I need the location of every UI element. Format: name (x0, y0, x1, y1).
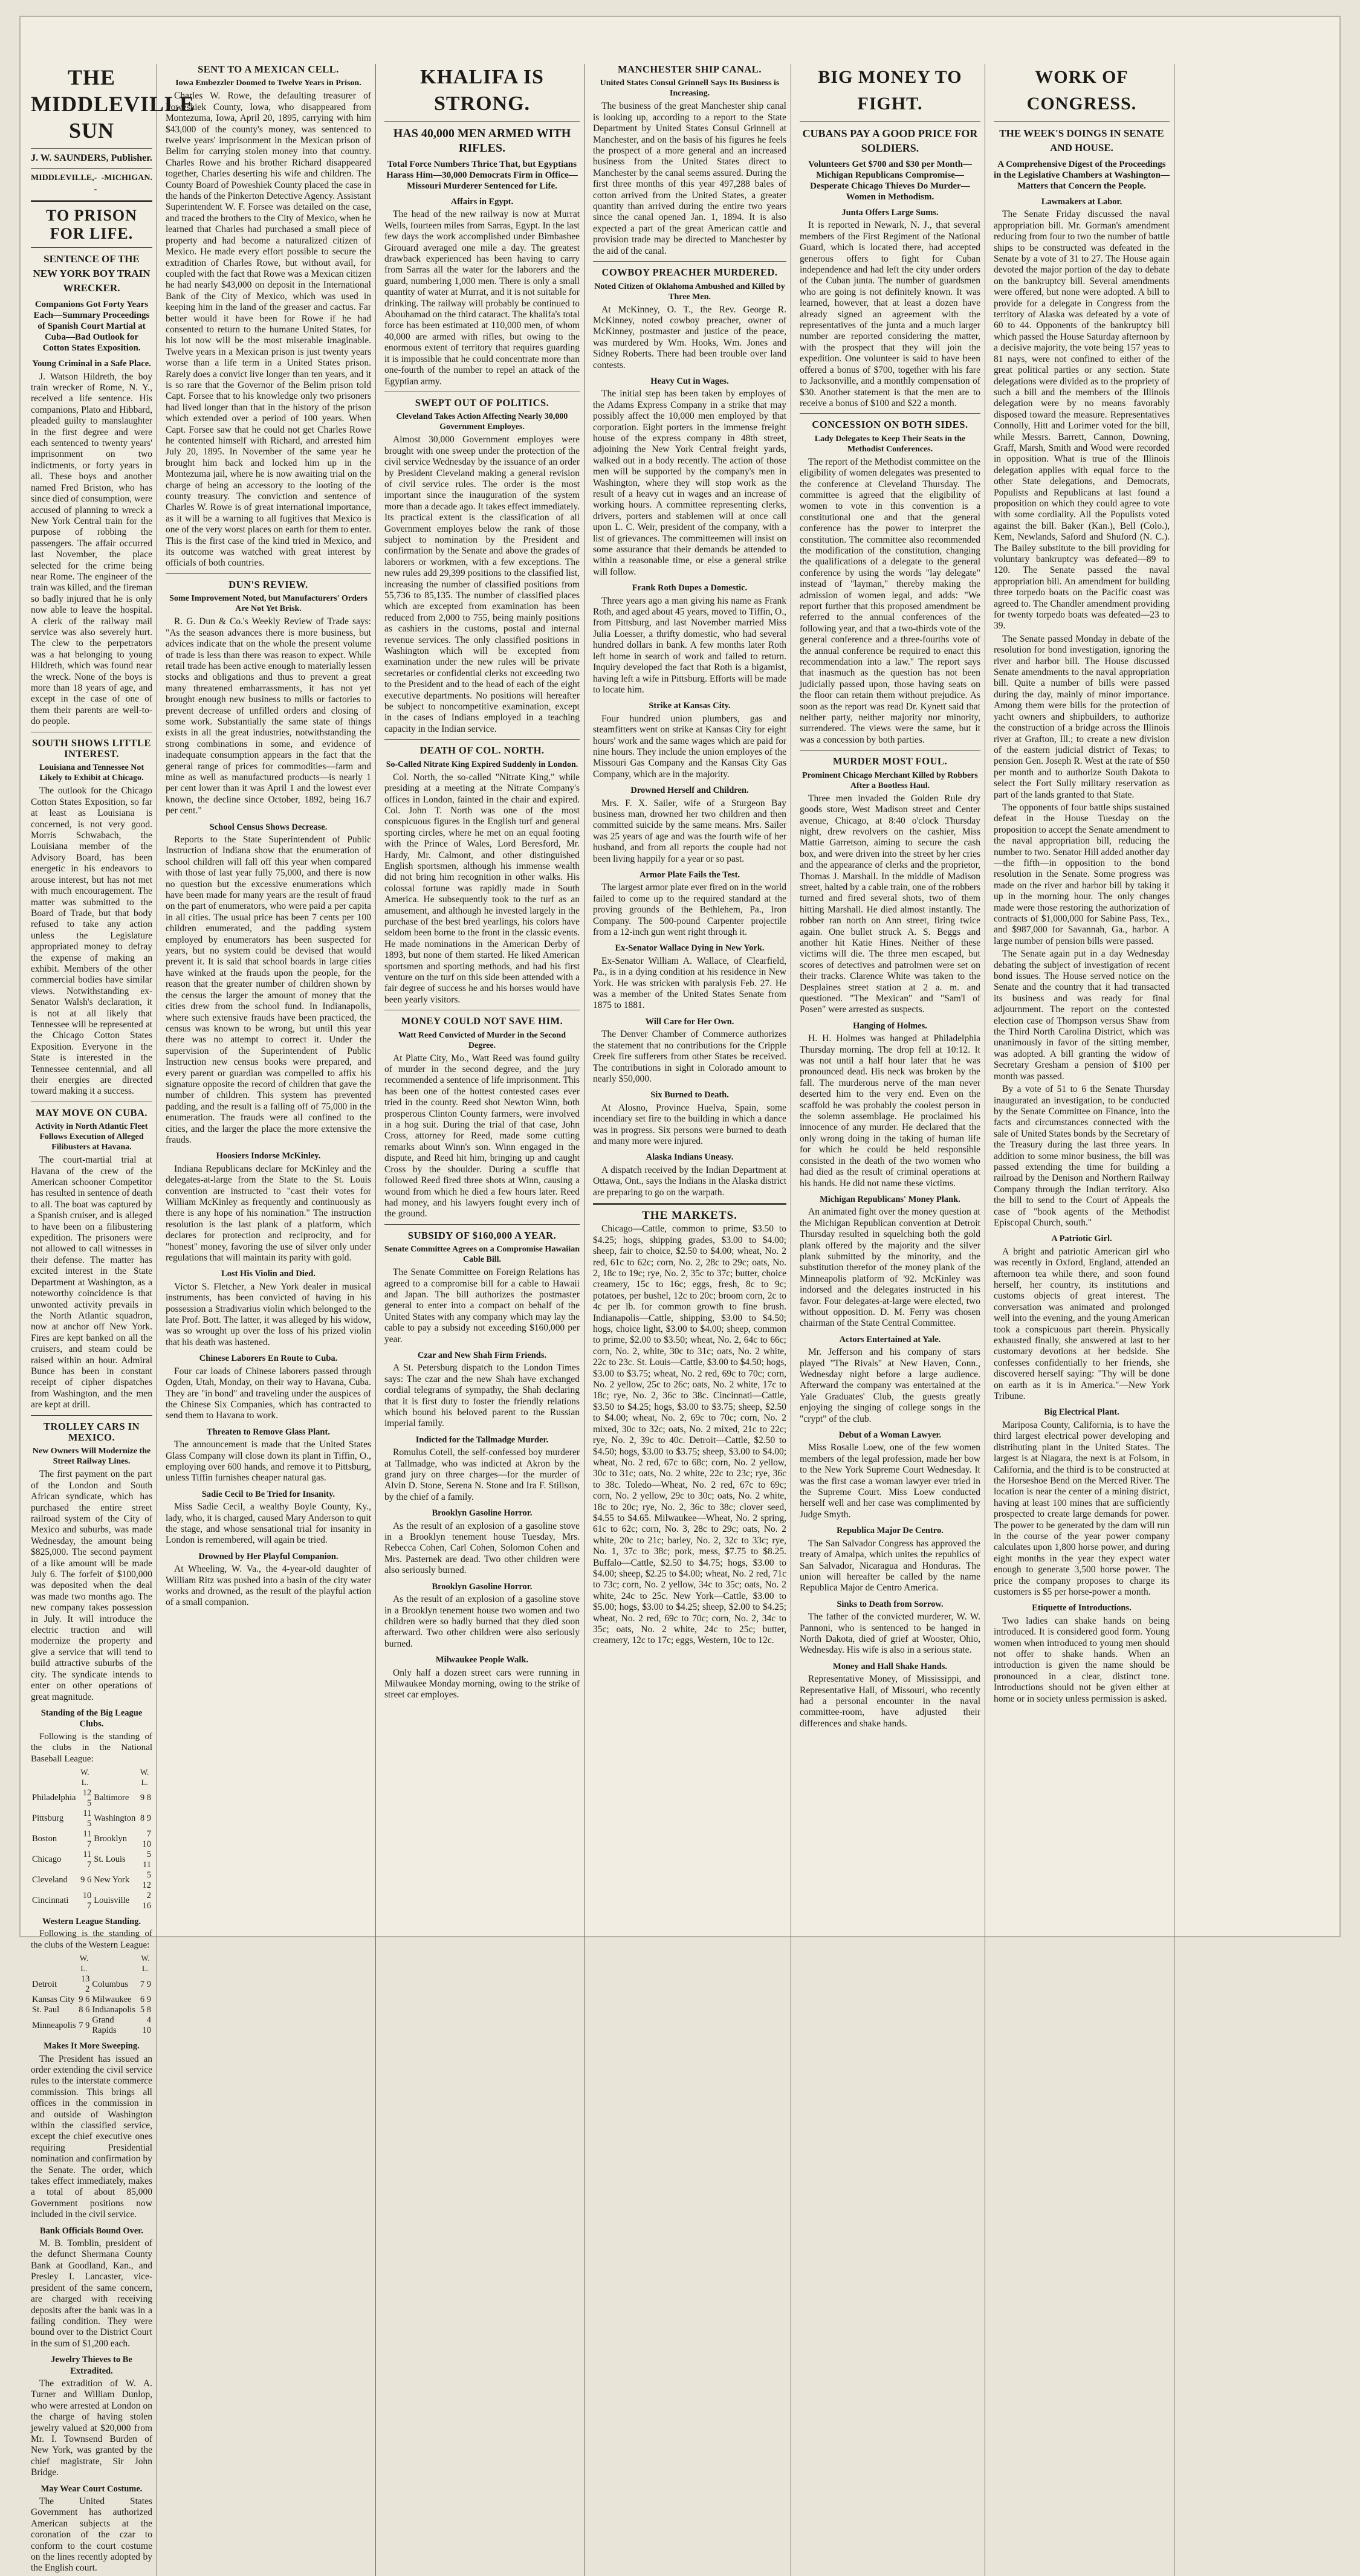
item-body: The initial step has been taken by employes of the Adams Express Company in a strike that may possibly affect the 10,000 men employed by that corporation. Eight porters in the immense freight house of the express company in 48th street, adjoining the New York Central freight yards, walked out in a body recently. The action of those men will be supported by the company's men in Washington, where they will stop work as the result of a heavy cut in wages and an increase of working hours. A committee representing clerks, drivers, porters and stablemen will at once call upon L. C. Weir, president of the company, with a list of grievances. The committeemen will insist on some assurance that their demands be attended to within a reasonable time, or else a general strike will follow. (593, 389, 786, 577)
item-body: The outlook for the Chicago Cotton States Exposition, so far at least as Louisiana is concerned, is not very good. Morris Schwabach, the Louisiana member of the Advisory Board, has been energetic in his endeavors to arouse interest, but has not met with much encouragement. The matter was submitted to the Board of Trade, but that body refused to take any action unless the Legislature appropriated money to defray the expense of making an exhibit. Members of the other commercial bodies have similar views. Notwithstanding ex-Senator Walsh's declaration, it is not at all likely that Tennessee will be represented at the Chicago Cotton States Exposition. Everyone in the State is interested in the Tennessee centennial, and all their energies are directed toward making it a success. (31, 786, 152, 1097)
item-body: At McKinney, O. T., the Rev. George R. McKinney, noted cowboy preacher, owner of McKinney, postmaster and justice of the peace, was murdered by Wm. Hooks, Wm. Jones and Sidney Roberts. There had been trouble over land contests. (593, 304, 786, 370)
section-heading: SENT TO A MEXICAN CELL. (198, 63, 339, 75)
team-name: Milwaukee (92, 1995, 132, 2005)
standings-row (31, 1870, 152, 1891)
item-heading: Hoosiers Indorse McKinley. (216, 1151, 321, 1161)
win-loss: 9 8 (140, 1793, 151, 1803)
divider (384, 1224, 580, 1225)
item-heading: Money and Hall Shake Hands. (833, 1661, 947, 1671)
standings-row (31, 2005, 152, 2015)
item-heading: Junta Offers Large Sums. (841, 208, 939, 218)
column-4 (589, 64, 791, 2576)
win-loss: 13 2 (80, 1974, 90, 1995)
item-heading: Jewelry Thieves to Be Extradited. (51, 2355, 132, 2376)
win-loss: 11 7 (83, 1829, 92, 1849)
item-body: At Wheeling, W. Va., the 4-year-old daughter of William Ritz was pushed into a basin of the city water works and drowned, as the result of the playful action of a small companion. (166, 1564, 371, 1608)
divider (384, 739, 580, 740)
section-heading: DUN'S REVIEW. (228, 578, 308, 590)
win-loss: 2 16 (142, 1890, 151, 1911)
section-heading: TROLLEY CARS IN MEXICO. (43, 1420, 140, 1443)
win-loss: 4 10 (142, 2015, 151, 2036)
standings-row (31, 1850, 152, 1870)
item-heading: Affairs in Egypt. (450, 197, 514, 207)
item-body: A St. Petersburg dispatch to the London Times says: The czar and the new Shah have exchanged cordial telegrams of sympathy, the Shah declaring that it is first duty to foster the friendly relations which bound his beloved parent to the Russian imperial family. (384, 1363, 580, 1429)
divider (384, 121, 580, 122)
item-heading: Armor Plate Fails the Test. (639, 870, 740, 880)
section-heading: CONCESSION ON BOTH SIDES. (812, 419, 968, 431)
section-heading: SWEPT OUT OF POLITICS. (415, 396, 549, 408)
item-body: Col. North, the so-called "Nitrate King," while presiding at a meeting at the Nitrate Company's offices in London, fainted in the chair and expired. Col. John T. North was one of the most conspicuous figures in the English turf and general sporting circles, where he met on an equal footing with the Prince of Wales, Lord Beresford, Mr. Hardy, Mr. Calmont, and other distinguished English sportsmen, although his immense wealth did not bring him recognition in other walks. His colossal fortune was rapidly made in South America. He subsequently took to the turf as an amusement, and although he invested largely in the purchase of the best bred yearlings, his colors have seldom been borne to the front in the classic events. He made nominations in the American Derby of 1893, but none of them started. He liked American sportsmen and sporting methods, and had his first venture on the turf on this side been attended with a fair degree of success he and his horses would have been yearly visitors. (384, 772, 580, 1005)
masthead-title: THE MIDDLEVILLE SUN (31, 65, 195, 143)
item-body: R. G. Dun & Co.'s Weekly Review of Trade says: "As the season advances there is more business, but advices indicate that on the whole the present volume of trade is less than there was reason to expect. While retail trade has been active enough to materially lessen stocks and obligations and thus to prevent a great many threatened embarrassments, it has not yet brought enough new business to mills or factories to prevent decrease of unfilled orders and closing of some work. Substantially the same state of things exists in all the great industries, notwithstanding the strong combinations in some, and evidence of inadequate consumption appears in the fact that the general range of prices for commodities—farm and mine as well as manufactured products—is nearly 1 per cent lower than it was April 1 and the lowest ever known, the decline since October, 1892, being 16.7 per cent." (166, 616, 371, 816)
item-body: Charles W. Rowe, the defaulting treasurer of Poweshiek County, Iowa, who disappeared from Montezuma, Iowa, April 20, 1895, carrying with him $43,000 of the county's money, was sentenced to twelve years' imprisonment in the Mexican prison of Belim for carrying stolen money into that country. Charles Rowe and his brother Richard disappeared together, Charles deserting his wife and children. The County Board of Poweshiek County placed the case in the hands of the Pinkerton Detective Agency. Assistant Superintendent W. F. Forsee was detailed on the case, and traced the brothers to the City of Mexico, when he learned that Charles had purchased a small piece of property and had become a naturalized citizen of Mexico. He made every effort possible to secure the extradition of Charles Rowe, but without avail, for coupled with the fact that Rowe was a Mexican citizen he had nearly $43,000 on deposit in the International Bank of the City of Mexico, which was used in keeping him in the land of the greaser and cactus. Far better would it have been for Rowe if he had consented to return to the humane United States, for his lot now will be the most miserable imaginable. Twelve years in a Mexican prison is just twenty years worse than a life term in a United States prison. Rarely does a convict live longer than ten years, and it is so rare that the Governor of the Belim prison told Capt. Forsee that to his knowledge only two prisoners had lived longer than that in the history of the prison which extended over a period of 100 years. When Capt. Forsee saw that he could not get Charles Rowe he contented himself with Richard, and arrested him July 20, 1895. In November of the same year he brought him back and locked him up in the Montezuma jail, where he is now awaiting trial on the charge of being an accessory to the looting of the county treasury. The conviction and sentence of Charles W. Rowe is of great international importance, as it will be a warning to all fugitives that Mexico is one of the very worst places on earth for them to enter. This is the first case of the kind tried in Mexico, and its outcome was watched with great interest by officials of both countries. (166, 91, 371, 569)
location-line (31, 173, 152, 195)
team-name: Boston (32, 1834, 57, 1844)
team-name: Philadelphia (32, 1793, 76, 1803)
item-heading: Bank Officials Bound Over. (39, 2226, 144, 2236)
section-heading: COWBOY PREACHER MURDERED. (601, 266, 778, 279)
article-subhead: CUBANS PAY A GOOD PRICE FOR SOLDIERS. (802, 128, 978, 154)
section-heading: MAY MOVE ON CUBA. (35, 1106, 148, 1119)
item-body: The Senate again put in a day Wednesday debating the subject of investigation of recent bond issues. The House served notice on the Senate and the country that it had transacted its business and was ready for final adjournment. The report on the contested election case of Thompson versus Shaw from the Third North Carolina District, which was unanimously in favor of the sitting member, was adopted. A bill granting the widow of Secretary Gresham a pension of $100 per month was passed. (994, 949, 1170, 1082)
newspaper-page (19, 16, 1341, 2574)
item-heading: Lost His Violin and Died. (221, 1269, 316, 1279)
item-body: Indiana Republicans declare for McKinley and the delegates-at-large from the State to the St. Louis convention are instructed to "cast their votes for William McKinley as frequently and continuously as there is any hope of his nomination." The instruction resolution is the last plank of a platform, which declares for protection and reciprocity, and for "honest" money, favoring the use of silver only under regulations that will maintain its parity with gold. (166, 1163, 371, 1264)
section-heading: SOUTH SHOWS LITTLE INTEREST. (32, 737, 151, 760)
item-heading: Strike at Kansas City. (649, 701, 731, 711)
standings-row (31, 1809, 152, 1829)
item-body: As the result of an explosion of a gasoline stove in a Brooklyn tenement house Tuesday, Mrs. Rebecca Cohen, Carl Cohen, Solomon Cohen and Mrs. Pasternek are dead. Two other children were also seriously burned. (384, 1520, 580, 1576)
item-deck: United States Consul Grinnell Says Its Business is Increasing. (600, 79, 780, 98)
team-name: Cleveland (32, 1875, 68, 1885)
item-heading: Actors Entertained at Yale. (839, 1334, 941, 1344)
divider (31, 200, 152, 202)
win-loss: 7 9 (79, 2020, 90, 2030)
standings-header: W. L. (80, 1767, 89, 1787)
win-loss: 5 12 (142, 1870, 151, 1890)
column-2 (161, 64, 376, 2576)
item-body: Representative Money, of Mississippi, and Representative Hall, of Missouri, who recently had a personal encounter in the naval committee-room, have adjusted their differences and shake hands. (800, 1674, 980, 1729)
article-deck: A Comprehensive Digest of the Proceedings in the Legislative Chambers at Washington—Matters that Concern the People. (994, 160, 1170, 191)
item-body: The Senate Friday discussed the naval appropriation bill. Mr. Gorman's amendment reducing from four to two the number of battle ships to be constructed was defeated in the Senate by a vote of 31 to 27. The House again devoted the major portion of the day to debate on the bankruptcy bill. Several amendments were offered, but none were adopted. A bill to provide for a delegate in Congress from the territory of Alaska was defeated by a vote of 60 to 44. Opponents of the bankruptcy bill which passed the House Saturday afternoon by a decisive majority, the vote being 157 yeas to 81 nays, were not confined to either of the great political parties or any section. State delegations were divided as to the propriety of such a bill and the members of the Illinois delegation were by no means favorably disposed toward the measure. Representatives Connolly, Hitt and Lorimer voted for the bill, while Messrs. Barrett, Cannon, Downing, Graff, Marsh, Smith and Wood were recorded in opposition. What is true of the Illinois delegation applies with equal force to the other State delegations, and Democrats, Populists and Republicans at last found a proposition on which they could agree to vote with some cordiality. All the Populists voted against the bill. Baker (Kan.), Bell (Colo.), Kem, Newlands, Saford and Shuford (N. C.). The Bailey substitute to the bill providing for voluntary bankruptcy was defeated—89 to 120. The Senate passed the naval appropriation bill. An amendment for building three torpedo boats on the Pacific coast was agreed to. The Chandler amendment providing for twenty torpedo boats was defeated—23 to 39. (994, 209, 1170, 631)
item-heading: Drowned by Her Playful Companion. (198, 1551, 338, 1561)
item-heading: May Wear Court Costume. (40, 2484, 143, 2494)
item-body: Four hundred union plumbers, gas and steamfitters went on strike at Kansas City for eight hours' work and the same wages which are paid for nine hours. They include the union employes of the Missouri Gas Company and the Kansas City Gas Company, which are in the majority. (593, 713, 786, 780)
item-heading: Indicted for the Tallmadge Murder. (415, 1435, 549, 1445)
column-grid (21, 17, 1339, 2574)
divider (31, 148, 152, 149)
standings-header-row (31, 1952, 152, 1974)
item-heading: Makes It More Sweeping. (44, 2041, 140, 2051)
item-body: Four car loads of Chinese laborers passed through Ogden, Utah, Monday, on their way to Havana, Cuba. They are "in bond" and traveling under the auspices of the Chinese Six Companies, which has contracted to send them to Havana to work. (166, 1366, 371, 1421)
column-1 (27, 64, 195, 2576)
section-heading: SUBSIDY OF $160,000 A YEAR. (407, 1229, 557, 1241)
item-body: By a vote of 51 to 6 the Senate Thursday inaugurated an investigation, to be conducted by the Senate Committee on Finance, into the facts and circumstances connected with the sale of United States bonds by the Secretary of the Treasury during the last three years. In addition to some minor business, the bill was passed extending the time for building a railroad by the Denison and Northern Railway Company through the Indian territory. Also the bill to send to the Court of Appeals the case of "book agents of the Methodist Episcopal Church, south." (994, 1084, 1170, 1228)
item-body: J. Watson Hildreth, the boy train wrecker of Rome, N. Y., received a life sentence. His companions, Plato and Hibbard, pleaded guilty to manslaughter in the first degree and were each sentenced to twenty years' imprisonment on two indictments, or forty years in all. These boys and another named Fred Briston, who has since died of consumption, were accused of planning to wreck a New York Central train for the purpose of robbing the passengers. The affair occurred last November, the place selected for the crime being near Rome. The engineer of the train was killed, and the fireman so badly injured that he is only now able to leave the hospital. A clerk of the railway mail service was also severely hurt. The clew to the perpetrators was a hat belonging to young Hildreth, which was found near the wreck. None of the boys is more than 18 years of age, and except in the case of one of them their parents are well-to-do people. (31, 371, 153, 727)
item-heading: Hanging of Holmes. (853, 1021, 927, 1031)
publisher-line: J. W. SAUNDERS, Publisher. (31, 153, 152, 163)
item-body: The San Salvador Congress has approved the treaty of Amalpa, which unites the republics of San Salvador, Nicaragua and Honduras. The union will hereafter be called by the name Republica Major de Centro America. (800, 1538, 980, 1593)
article-headline: BIG MONEY TO FIGHT. (818, 67, 962, 114)
item-body: Victor S. Fletcher, a New York dealer in musical instruments, has been convicted of having in his possession a Stradivarius violin which belonged to the late Prof. Bott. The latter, it was alleged by his widow, was so wrought up over the loss of his prized violin that his death was hastened. (166, 1281, 371, 1348)
item-body: Three years ago a man giving his name as Frank Roth, and aged about 45 years, moved to Tiffin, O., from Pittsburg, and last November married Miss Julia Loesser, a thrifty domestic, who had several hundred dollars in bank. A few months later Roth left home in search of work and failed to return. Inquiry developed the fact that Roth is a bigamist, having left a wife in Pittsburg. Efforts will be made to locate him. (593, 595, 786, 695)
team-name: Indianapolis (92, 2005, 136, 2015)
divider (31, 1415, 152, 1416)
item-deck: Watt Reed Convicted of Murder in the Second Degree. (398, 1030, 566, 1050)
win-loss: 5 8 (140, 2005, 151, 2015)
item-body: The father of the convicted murderer, W. W. Pannoni, who is sentenced to be hanged in North Dakota, died of grief at Wooster, Ohio, Wednesday. His wife is also in a serious state. (800, 1612, 980, 1656)
item-deck: Lady Delegates to Keep Their Seats in the Methodist Conferences. (814, 434, 966, 454)
item-heading: Heavy Cut in Wages. (650, 376, 729, 386)
item-body: The opponents of four battle ships sustained defeat in the House Tuesday on the proposition to accept the Senate amendment to the naval appropriation bill, reducing the number to two. Senator Hill added another day—the fifth—in opposition to the bond resolution in the Senate. Some progress was made on the river and harbor bill by taking it up in the morning hour. The only changes made were those restoring the authorization of contracts of $1,000,000 for Sabine Pass, Tex., and $987,000 for Savannah, Ga., harbor. A large number of pension bills were passed. (994, 802, 1170, 946)
section-heading: MANCHESTER SHIP CANAL. (618, 63, 762, 75)
item-heading: Czar and New Shah Firm Friends. (417, 1350, 547, 1360)
item-body: The Senate Committee on Foreign Relations has agreed to a compromise bill for a cable to Hawaii and Japan. The bill authorizes the postmaster general to enter into a compact on behalf of the United States with any company which may lay the cable to pay a subsidy not exceeding $160,000 per year. (384, 1267, 580, 1344)
item-heading: Republica Major De Centro. (837, 1526, 944, 1536)
standings-header: W. L. (79, 1954, 89, 1974)
team-name: Cincinnati (32, 1896, 69, 1906)
standings-intro: Following is the standing of the clubs of the Western League: (31, 1929, 152, 1950)
item-heading: Milwaukee People Walk. (435, 1655, 529, 1665)
win-loss: 5 11 (143, 1849, 151, 1870)
item-deck: Activity in North Atlantic Fleet Follows Execution of Alleged Filibusters at Havana. (35, 1122, 148, 1152)
item-deck: Cleveland Takes Action Affecting Nearly 30,000 Government Employes. (396, 412, 568, 432)
item-body: Romulus Cotell, the self-confessed boy murderer at Tallmadge, who was indicted at Akron by the grand jury on three charges—for the murder of Alvin D. Stone, Serena N. Stone and Ira F. Stillson, by the chief of a family. (384, 1447, 580, 1502)
item-heading: Brooklyn Gasoline Horror. (432, 1581, 533, 1592)
item-deck: Noted Citizen of Oklahoma Ambushed and Killed by Three Men. (594, 282, 785, 302)
item-body: At Platte City, Mo., Watt Reed was found guilty of murder in the second degree, and the jury recommended a sentence of life imprisonment. This has been one of the hottest contested cases ever tried in the county. Reed shot Newton Winn, both prosperous Clinton County farmers, were involved in a hog suit. During the trial of that case, John Cross, attorney for Reed, made some cutting remarks about Winn's son. Winn engaged in the dispute, and Reed hit him, bringing up and caught Cross by the shoulder. During a scuffle that followed Reed fired three shots at Winn, causing a wound from which he died a few hours later. Reed had money, and his lawyers fought every inch of the ground. (384, 1053, 580, 1219)
team-name: Kansas City (32, 1995, 75, 2005)
item-deck: Louisiana and Tennessee Not Likely to Exhibit at Chicago. (39, 763, 144, 783)
divider (31, 247, 152, 248)
item-body: At Alosno, Province Huelva, Spain, some incendiary set fire to the building in which a dance was in progress. Six persons were burned to death and many more were injured. (593, 1102, 786, 1146)
item-body: A bright and patriotic American girl who was recently in Oxford, England, attended an afternoon tea while there, and soon found herself, her country, its institutions and customs objects of great interest. The conversation was animated and prolonged well into the evening, and the young American took a conspicuous part therein. Physically exhausted finally, she answered at last to her customary devotions at her bedside. She confesses confidentially to her friends, she discovered herself saying: "Thy will be done on earth as it is in America."—New York Tribune. (994, 1246, 1170, 1402)
divider (31, 168, 152, 169)
item-body: The head of the new railway is now at Murrat Wells, fourteen miles from Sarras, Egypt. In the last few days the work accomplished under Bimbashee Girouard averaged one mile a day. The greatest drawback experienced has been having to carry from Sarras all the water for the laborers and the guard, numbering 1,000 men. There is only a small quantity of water at Murrat, and it is not suitable for drinking. The railway will probably be continued to Abouhamad on the third cataract. The khalifa's total force has been estimated at 110,000 men, of whom 40,000 are armed with rifles, but owing to the enormous extent of territory that requires guarding it is impossible that he could concentrate more than one-fourth of the number to repel an attack of the Egyptian army. (384, 209, 580, 387)
item-body: Mr. Jefferson and his company of stars played "The Rivals" at New Haven, Conn., Wednesday night before a large audience. Afterward the company was entertained at the Yale Graduates' Club, the guests greatly enjoying the singing of college songs in the "crypt" of the club. (800, 1347, 980, 1424)
item-body: Only half a dozen street cars were running in Milwaukee Monday morning, owing to the strike of street car employes. (384, 1667, 580, 1700)
item-body: H. H. Holmes was hanged at Philadelphia Thursday morning. The drop fell at 10:12. It was not until a half hour later that he was pronounced dead. His neck was broken by the fall. The murderous nerve of the man never deserted him to the very end. Even on the scaffold he was probably the coolest person in the solemn assemblage. He proclaimed his innocence of any murder. He declared that the only wrong doing in the taking of human life for which he could be held responsible consisted in the death of the two women who had died as the result of criminal operations at his hands. He did not name these victims. (800, 1033, 980, 1189)
standings-row (31, 1995, 152, 2005)
item-body: Miss Rosalie Loew, one of the few women members of the legal profession, made her bow to the New York Supreme Court Wednesday. It was the first case a woman lawyer ever tried in the Supreme Court. Miss Loew conducted herself well and her case was complimented by Judge Smyth. (800, 1442, 980, 1520)
standings-title: Western League Standing. (42, 1916, 141, 1926)
standings-row (31, 2015, 152, 2036)
divider (800, 413, 980, 414)
item-body: M. B. Tomblin, president of the defunct Shermana County Bank at Goodland, Kan., and Presley I. Lancaster, vice-president of the same concern, are charged with receiving deposits after the bank was in a failing condition. They were bound over to the District Court in the sum of $1,200 each. (31, 2238, 152, 2349)
item-body: The largest armor plate ever fired on in the world failed to come up to the required standard at the proving grounds of the Bethlehem, Pa., Iron Company. The 500-pound Carpenter projectile from a 12-inch gun went right through it. (593, 882, 786, 938)
column-3 (380, 64, 584, 2576)
item-body: A dispatch received by the Indian Department at Ottawa, Ont., says the Indians in the Alaska district are preparing to go on the warpath. (593, 1164, 786, 1198)
team-name: Detroit (32, 1979, 57, 1989)
item-heading: A Patriotic Girl. (1051, 1234, 1112, 1244)
item-deck: Some Improvement Noted, but Manufacturers' Orders Are Not Yet Brisk. (169, 594, 368, 614)
section-heading: MURDER MOST FOUL. (832, 755, 948, 767)
article-subhead: THE WEEK'S DOINGS IN SENATE AND HOUSE. (999, 128, 1164, 153)
team-name: Louisville (94, 1896, 130, 1906)
section-heading: MONEY COULD NOT SAVE HIM. (401, 1015, 563, 1027)
article-deck: Volunteers Get $700 and $30 per Month—Michigan Republicans Compromise—Desperate Chicago Thieves Do Murder—Women in Methodism. (808, 160, 972, 202)
team-name: Columbus (92, 1979, 129, 1989)
win-loss: 12 5 (82, 1787, 92, 1808)
markets-body: Chicago—Cattle, common to prime, $3.50 to $4.25; hogs, shipping grades, $3.00 to $4.00; sheep, fair to choice, $2.50 to $4.00; wheat, No. 2 red, 61c to 62c; corn, No. 2, 28c to 29c; oats, No. 2, 18c to 19c; rye, No. 2, 35c to 37c; butter, choice creamery, 15c to 16c; eggs, fresh, 8c to 9c; potatoes, per bushel, 12c to 20c; broom corn, 2c to 4c per lb. for common growth to fine brush. Indianapolis—Cattle, shipping, $3.00 to $4.50; hogs, choice light, $3.00 to $4.00; sheep, common to prime, $2.00 to $3.50; wheat, No. 2, 64c to 66c; corn, No. 2, white, 30c to 31c; oats, No. 2 white, 22c to 23c. St. Louis—Cattle, $3.00 to $4.50; hogs, $3.00 to $3.75; wheat, No. 2 red, 69c to 70c; corn, No. 2 yellow, 25c to 26c; oats, No. 2 white, 17c to 18c; rye, No. 2, 36c to 38c. Cincinnati—Cattle, $3.50 to $4.25; hogs, $3.00 to $3.75; sheep, $2.50 to $4.00; wheat, No. 2, 69c to 70c; corn, No. 2 mixed, 30c to 32c; oats, No. 2 mixed, 21c to 22c; rye, No. 2, 39c to 40c. Detroit—Cattle, $2.50 to $4.50; hogs, $3.00 to $3.75; sheep, $3.00 to $4.00; wheat, No. 2 red, 67c to 68c; corn, No. 2 yellow, 30c to 31c; oats, No. 2 white, 22c to 23c; rye, 36c to 38c. Toledo—Wheat, No. 2 red, 67c to 69c; corn, No. 2 yellow, 29c to 30c; oats, No. 2 white, 18c to 20c; rye, No. 2, 36c to 38c; clover seed, $4.55 to $4.65. Milwaukee—Wheat, No. 2 spring, 61c to 62c; corn, No. 3, 28c to 29c; oats, No. 2 white, 20c to 21c; barley, No. 2, 32c to 33c; rye, No. 1, 37c to 38c; pork, mess, $7.75 to $8.25. Buffalo—Cattle, $2.50 to $4.75; hogs, $3.00 to $4.00; sheep, $2.25 to $4.00; wheat, No. 2 red, 71c to 73c; corn, No. 2 yellow, 34c to 35c; oats, No. 2 white, 24c to 25c. New York—Cattle, $3.00 to $5.00; hogs, $3.00 to $4.25; sheep, $2.00 to $4.25; wheat, No. 2 red, 69c to 70c; corn, No. 2, 34c to 35c; oats, No. 2 white, 24c to 25c; butter, creamery, 12c to 17c; eggs, Western, 10c to 12c. (593, 1224, 786, 1646)
standings-title: Standing of the Big League Clubs. (40, 1708, 143, 1729)
location-separator: - - - (94, 173, 105, 194)
item-body: The extradition of W. A. Turner and William Dunlop, who were arrested at London on the charge of having stolen jewelry valued at $20,000 from Mr. I. Townsend Burden of New York, was granted by the chief magistrate, Sir John Bridge. (31, 2378, 152, 2478)
win-loss: 11 7 (83, 1849, 92, 1870)
item-heading: Debut of a Woman Lawyer. (838, 1430, 942, 1441)
win-loss: 9 6 (80, 1875, 92, 1885)
city-name: MIDDLEVILLE, (31, 173, 94, 183)
item-heading: School Census Shows Decrease. (209, 822, 328, 832)
item-body: Two ladies can shake hands on being introduced. It is considered good form. Young women when introduced to young men should not offer to shake hands. When an introduction is given the name should be pronounced in a clear, distinct tone. Introductions should not be given either at home or in society unless permission is asked. (994, 1615, 1170, 1704)
standings-table (31, 1766, 152, 1911)
item-body: Miss Sadie Cecil, a wealthy Boyle County, Ky., lady, who, it is charged, caused Mary Anderson to quit the stage, and whose sensational trial for insanity in London is remembered, will again be tried. (166, 1502, 371, 1546)
win-loss: 8 6 (79, 2005, 90, 2015)
article-headline: TO PRISON FOR LIFE. (46, 207, 137, 243)
item-body: An animated fight over the money question at the Michigan Republican convention at Detroit Thursday resulted in squelching both the gold plank offered by the majority and the silver plank submitted by the minority, and the substitution therefor of the money plank of the Minneapolis platform of '92. McKinley was indorsed and the delegates instructed in his favor. Four delegates-at-large were elected, two without opposition. D. M. Ferry was chosen chairman of the State Central Committee. (800, 1207, 980, 1329)
divider (166, 573, 371, 574)
item-deck: So-Called Nitrate King Expired Suddenly in London. (386, 760, 578, 769)
item-heading: Chinese Laborers En Route to Cuba. (199, 1354, 338, 1364)
article-deck: Companions Got Forty Years Each—Summary Proceedings of Spanish Court Martial at Cuba—Bad Outlook for Cotton States Exposition. (33, 300, 150, 353)
item-heading: Michigan Republicans' Money Plank. (820, 1194, 960, 1204)
item-body: The first payment on the part of the London and South African syndicate, which has purchased the entire street railroad system of the City of Mexico and suburbs, was made Wednesday, the amount being $825,000. The second payment of a like amount will be made July 6. The forfeit of $100,000 was deposited when the deal was made two months ago. The new company takes possession in July. It will introduce the electric traction and will modernize the property and give a service that will tend to build attractive suburbs of the city. The syndicate intends to enter on other operations of great magnitude. (31, 1469, 152, 1702)
item-heading: Drowned Herself and Children. (630, 786, 749, 796)
state-name: MICHIGAN. (104, 173, 152, 183)
item-body: Ex-Senator William A. Wallace, of Clearfield, Pa., is in a dying condition at his residence in New York. He was stricken with paralysis Feb. 27. He was a member of the United States Senate from 1875 to 1881. (593, 955, 786, 1011)
item-body: The report of the Methodist committee on the eligibility of women delegates was presented to the conference at Cleveland Thursday. The committee is agreed that the eligibility of women to vote in this convention is a constitutional one and that the general conference has the power to interpret the constitution. The committee also recommended the modification of the constitution, changing the qualifications of a delegate to the general conference by using the words "lay delegate" instead of "layman," thereby making the admission of women legal, and adds: "We report further that this proposed amendment be referred to the annual conferences of the following year, and that a two-thirds vote of the general conference and a three-fourths vote of the annual conference be required to enact this recommendation into a law." The report says that inasmuch as the question has not been judicially passed upon, those having seats on the floor can retain them without prejudice. As soon as the report was read Dr. Kynett said that neither party, neither majority nor minority, surrendered. The views were the same, but it was a concession by both parties. (800, 456, 980, 745)
win-loss: 7 9 (140, 1979, 151, 1989)
item-heading: Young Criminal in a Safe Place. (32, 359, 151, 369)
article-subhead: SENTENCE OF THE NEW YORK BOY TRAIN WRECKER. (33, 253, 151, 294)
item-body: It is reported in Newark, N. J., that several members of the First Regiment of the National Guard, which is located there, had accepted generous offers to fight for Cuban independence and had left the city under orders of the Cuban junta. The number of guardsmen who are going is not definitely known. It was learned, however, that at least a dozen have already signed an agreement with the representatives of the junta and a much larger number are reported considering the matter, with the prospect that they will join the expedition. One volunteer is said to have been offered a bonus of $700, together with his fare to Jacksonville, and a monthly compensation of $30. Another statement is that the men are to receive a bonus of $100 and $22 a month. (800, 220, 980, 408)
markets-heading: THE MARKETS. (642, 1209, 737, 1222)
team-name: Minneapolis (32, 2020, 76, 2030)
item-body: The Senate passed Monday in debate of the resolution for bond investigation, ignoring the river and harbor bill. The House discussed Senate amendments to the naval appropriation bill. Quite a number of bills were passed during the day, mainly of minor importance. Among them were bills for the protection of yacht owners and shipbuilders, to authorize the construction of a bridge across the Illinois river at Grafton, Ill.; to create a new division of the eastern judicial district of Texas; to pension Gen. Joseph R. West at the rate of $50 per month and to authorize South Dakota to select the Fort Sully military reservation as part of the lands granted to that State. (994, 633, 1170, 800)
article-headline: KHALIFA IS STRONG. (420, 66, 544, 115)
standings-header: W. L. (141, 1954, 150, 1974)
article-headline: WORK OF CONGRESS. (1026, 67, 1137, 114)
standings-row (31, 1829, 152, 1850)
win-loss: 6 9 (140, 1995, 151, 2005)
team-name: Washington (94, 1813, 136, 1824)
item-heading: Sadie Cecil to Be Tried for Insanity. (201, 1489, 335, 1499)
item-heading: Will Care for Her Own. (645, 1016, 734, 1027)
item-body: Mariposa County, California, is to have the third largest electrical power developing and distributing plant in the United States. The largest is at Niagara, the next is at Folsom, in California, and the third is to be constructed at the Horseshoe Bend on the Merced River. The location is near the center of a mining district, having at least 100 mines that are sufficiently prospected to create large demands for power. The power to be generated by the dam will run in the course of the year power company calculates upon 1,800 horse power, and during eight months in the year they expect water enough to generate 3,500 horse power. The price the company proposes to charge its customers is $5 per horse-power a month. (994, 1419, 1170, 1597)
standings-row (31, 1891, 152, 1911)
item-body: The Denver Chamber of Commerce authorizes the statement that no contributions for the Cripple Creek fire sufferers from other States be received. The contributions in sight in Colorado amount to nearly $50,000. (593, 1029, 786, 1084)
item-body: Reports to the State Superintendent of Public Instruction of Indiana show that the enumeration of school children will fall off this year when compared with those of last year fully 75,000, and there is now no question but the excessive enumerations which have been made for many years are the result of fraud on the part of enumerators, who were paid a per capita in all cities. The usual price has been 7 cents per 100 children enumerated, and the padding system employed by enumerators has been suspected for years, but no system could be devised that would prevent it. It is said that school boards in large cities have winked at the frauds upon the people, for the reason that the greater number of children shown by the census the larger the amount of money that the cities drew from the school fund. In Indianapolis, where such extensive frauds have been practiced, the census was known to be wrong, but until this year there was no attempt to correct it. Under the supervision of the Superintendent of Public Instruction new census books were prepared, and every parent or guardian was compelled to affix his signature opposite the record of children that gave the number of children. This system has prevented padding, and the result is a falling off of 75,000 in the enumeration. The frauds were all confined to the cities, and the larger the place the more extensive the frauds. (166, 834, 371, 1145)
item-heading: Alaska Indians Uneasy. (646, 1152, 734, 1163)
team-name: St. Paul (32, 2005, 60, 2015)
item-heading: Etiquette of Introductions. (1032, 1603, 1132, 1613)
team-name: Grand Rapids (92, 2015, 117, 2036)
article-subhead: HAS 40,000 MEN ARMED WITH RIFLES. (393, 127, 571, 155)
item-body: The President has issued an order extending the civil service rules to the interstate commerce commission. This brings all offices in the commission in and outside of Washington within the classified service, except the chief executive ones requiring Presidential nomination and confirmation by the Senate. The order, which takes effect immediately, makes a total of about 85,000 Government positions now included in the civil service. (31, 2053, 152, 2220)
win-loss: 10 7 (82, 1890, 92, 1911)
item-heading: Lawmakers at Labor. (1041, 197, 1122, 207)
item-heading: Big Electrical Plant. (1044, 1407, 1119, 1418)
item-deck: Senate Committee Agrees on a Compromise Hawaiian Cable Bill. (384, 1245, 580, 1265)
item-heading: Threaten to Remove Glass Plant. (207, 1427, 330, 1437)
item-deck: Prominent Chicago Merchant Killed by Robbers After a Bootless Haul. (802, 770, 978, 790)
win-loss: 8 9 (140, 1813, 151, 1824)
divider (593, 1203, 786, 1205)
item-body: The announcement is made that the United States Glass Company will close down its plant in Tiffin, O., employing over 600 hands, and remove it to Pittsburg, unless Tiffin furnishes cheaper natural gas. (166, 1439, 371, 1483)
item-body: The court-martial trial at Havana of the crew of the American schooner Competitor has resulted in sentence of death to all. The boat was captured by a Spanish cruiser, and is alleged to have been on a filibustering expedition. The prisoners were not allowed to call witnesses in their defense. The matter has excited interest in the State Department at Washington, as a noteworthy coincidence is that unwonted activity prevails in the North Atlantic squadron, now at anchor off New York. Fires are kept banked on all the cruisers, and steam could be raised within an hour. Admiral Bunce has been in constant receipt of cipher dispatches from Washington, and the men are kept at drill. (31, 1155, 152, 1410)
win-loss: 11 5 (83, 1808, 92, 1829)
column-6 (989, 64, 1174, 2576)
team-name: Brooklyn (94, 1834, 128, 1844)
item-body: Almost 30,000 Government employes were brought with one sweep under the protection of the civil service Wednesday by the issuance of an order by President Cleveland making a general revision of civil service rules. The order is the most important since the inauguration of the system more than a decade ago. It takes effect immediately. Its practical extent is the classification of all Government employes below the rank of those subject to nomination by the President and confirmation by the Senate and above the grades of laborers or workmen, with a few exceptions. The new rules add 29,399 positions to the classified list, increasing the number of classified positions from 55,736 to 85,135. The number of classified places which are excepted from examination has been reduced from 2,000 to 755, being mainly positions as cashiers in the customs, postal and internal revenue services. The only classified positions in Washington which will be excepted from examination under the new rules will be private secretaries or confidential clerks not exceeding two to the President and to the head of each of the eight executive departments. No positions will hereafter be subject to noncompetitive examination, except in the cases of Indians employed in a teaching capacity in the Indian service. (384, 434, 580, 734)
standings-header-row (31, 1766, 152, 1788)
standings-row (31, 1974, 152, 1995)
item-body: The United States Government has authorized American subjects at the coronation of the czar to conform to the court costume on the lines recently adopted by the English court. (31, 2496, 152, 2574)
item-heading: Six Burned to Death. (650, 1090, 729, 1100)
win-loss: 9 6 (79, 1995, 90, 2005)
item-body: As the result of an explosion of a gasoline stove in a Brooklyn tenement house two women and two children were so badly burned that they died soon afterward. Two other children were also seriously burned. (384, 1594, 580, 1649)
standings-header: W. L. (140, 1767, 149, 1787)
item-heading: Sinks to Death from Sorrow. (837, 1599, 944, 1609)
item-heading: Ex-Senator Wallace Dying in New York. (615, 943, 765, 954)
item-body: Three men invaded the Golden Rule dry goods store, West Madison street and Center avenue, Chicago, at 8:40 o'clock Thursday night, drew revolvers on the cashier, Miss Mattie Garretson, aiming to secure the cash box, and were driven into the street by her cries and the appearance of clerks and the proprietor, Thomas J. Marshall. In the middle of Madison street, halted by a cable train, one of the robbers turned and fired several shots, two of them hitting Marshall. He died almost instantly. The robber ran north on Ann street, firing twice again. One bullet struck A. S. Beggs and another hit Katie Hines. Neither of these victims will die. The three men escaped, but scores of detectives and patrolmen were set on their tracks. Clarence White was taken to the Desplaines street station at 2 a. m. and questioned. "The Mexican" and "Sam'l of Posen" were arrested as suspects. (800, 793, 980, 1015)
team-name: Baltimore (94, 1793, 129, 1803)
team-name: Pittsburg (32, 1813, 64, 1824)
column-5 (795, 64, 985, 2576)
standings-row (31, 1788, 152, 1809)
divider (593, 261, 786, 262)
standings-intro: Following is the standing of the clubs in the National Baseball League: (31, 1731, 152, 1764)
team-name: St. Louis (94, 1855, 126, 1865)
team-name: Chicago (32, 1855, 62, 1865)
item-deck: Iowa Embezzler Doomed to Twelve Years in Prison. (175, 79, 361, 88)
article-deck: Total Force Numbers Thrice That, but Egyptians Harass Him—30,000 Democrats Firm in Office—Missouri Murderer Sentenced for Life. (386, 160, 578, 191)
item-heading: Frank Roth Dupes a Domestic. (632, 583, 748, 593)
divider (800, 121, 980, 122)
standings-table (31, 1952, 152, 2036)
divider (994, 121, 1170, 122)
item-deck: New Owners Will Modernize the Street Railway Lines. (32, 1447, 151, 1467)
item-body: The business of the great Manchester ship canal is looking up, according to a report to the State Department by United States Consul Grinnell at Manchester, and on the basis of his figures he feels the prospect of a more general and an increased business from the United States direct to Manchester by the canal seems assured. During the first three months of this year 497,288 bales of cotton arrived from the United States, a greater quantity than arrived during the entire two years since the canal opened Jan. 1, 1894. It is also expected a part of the great American cattle and provision trade may be directed to Manchester by the aid of the canal. (593, 101, 786, 256)
item-body: Mrs. F. X. Sailer, wife of a Sturgeon Bay business man, drowned her two children and then committed suicide by the same means. Mrs. Sailer was 25 years of age and was the fourth wife of her husband, and from all reports the couple had not been living happily for a year or so past. (593, 798, 786, 864)
item-heading: Brooklyn Gasoline Horror. (432, 1508, 533, 1519)
section-heading: DEATH OF COL. NORTH. (419, 744, 545, 757)
divider (800, 750, 980, 751)
win-loss: 7 10 (142, 1829, 151, 1849)
team-name: New York (94, 1875, 130, 1885)
